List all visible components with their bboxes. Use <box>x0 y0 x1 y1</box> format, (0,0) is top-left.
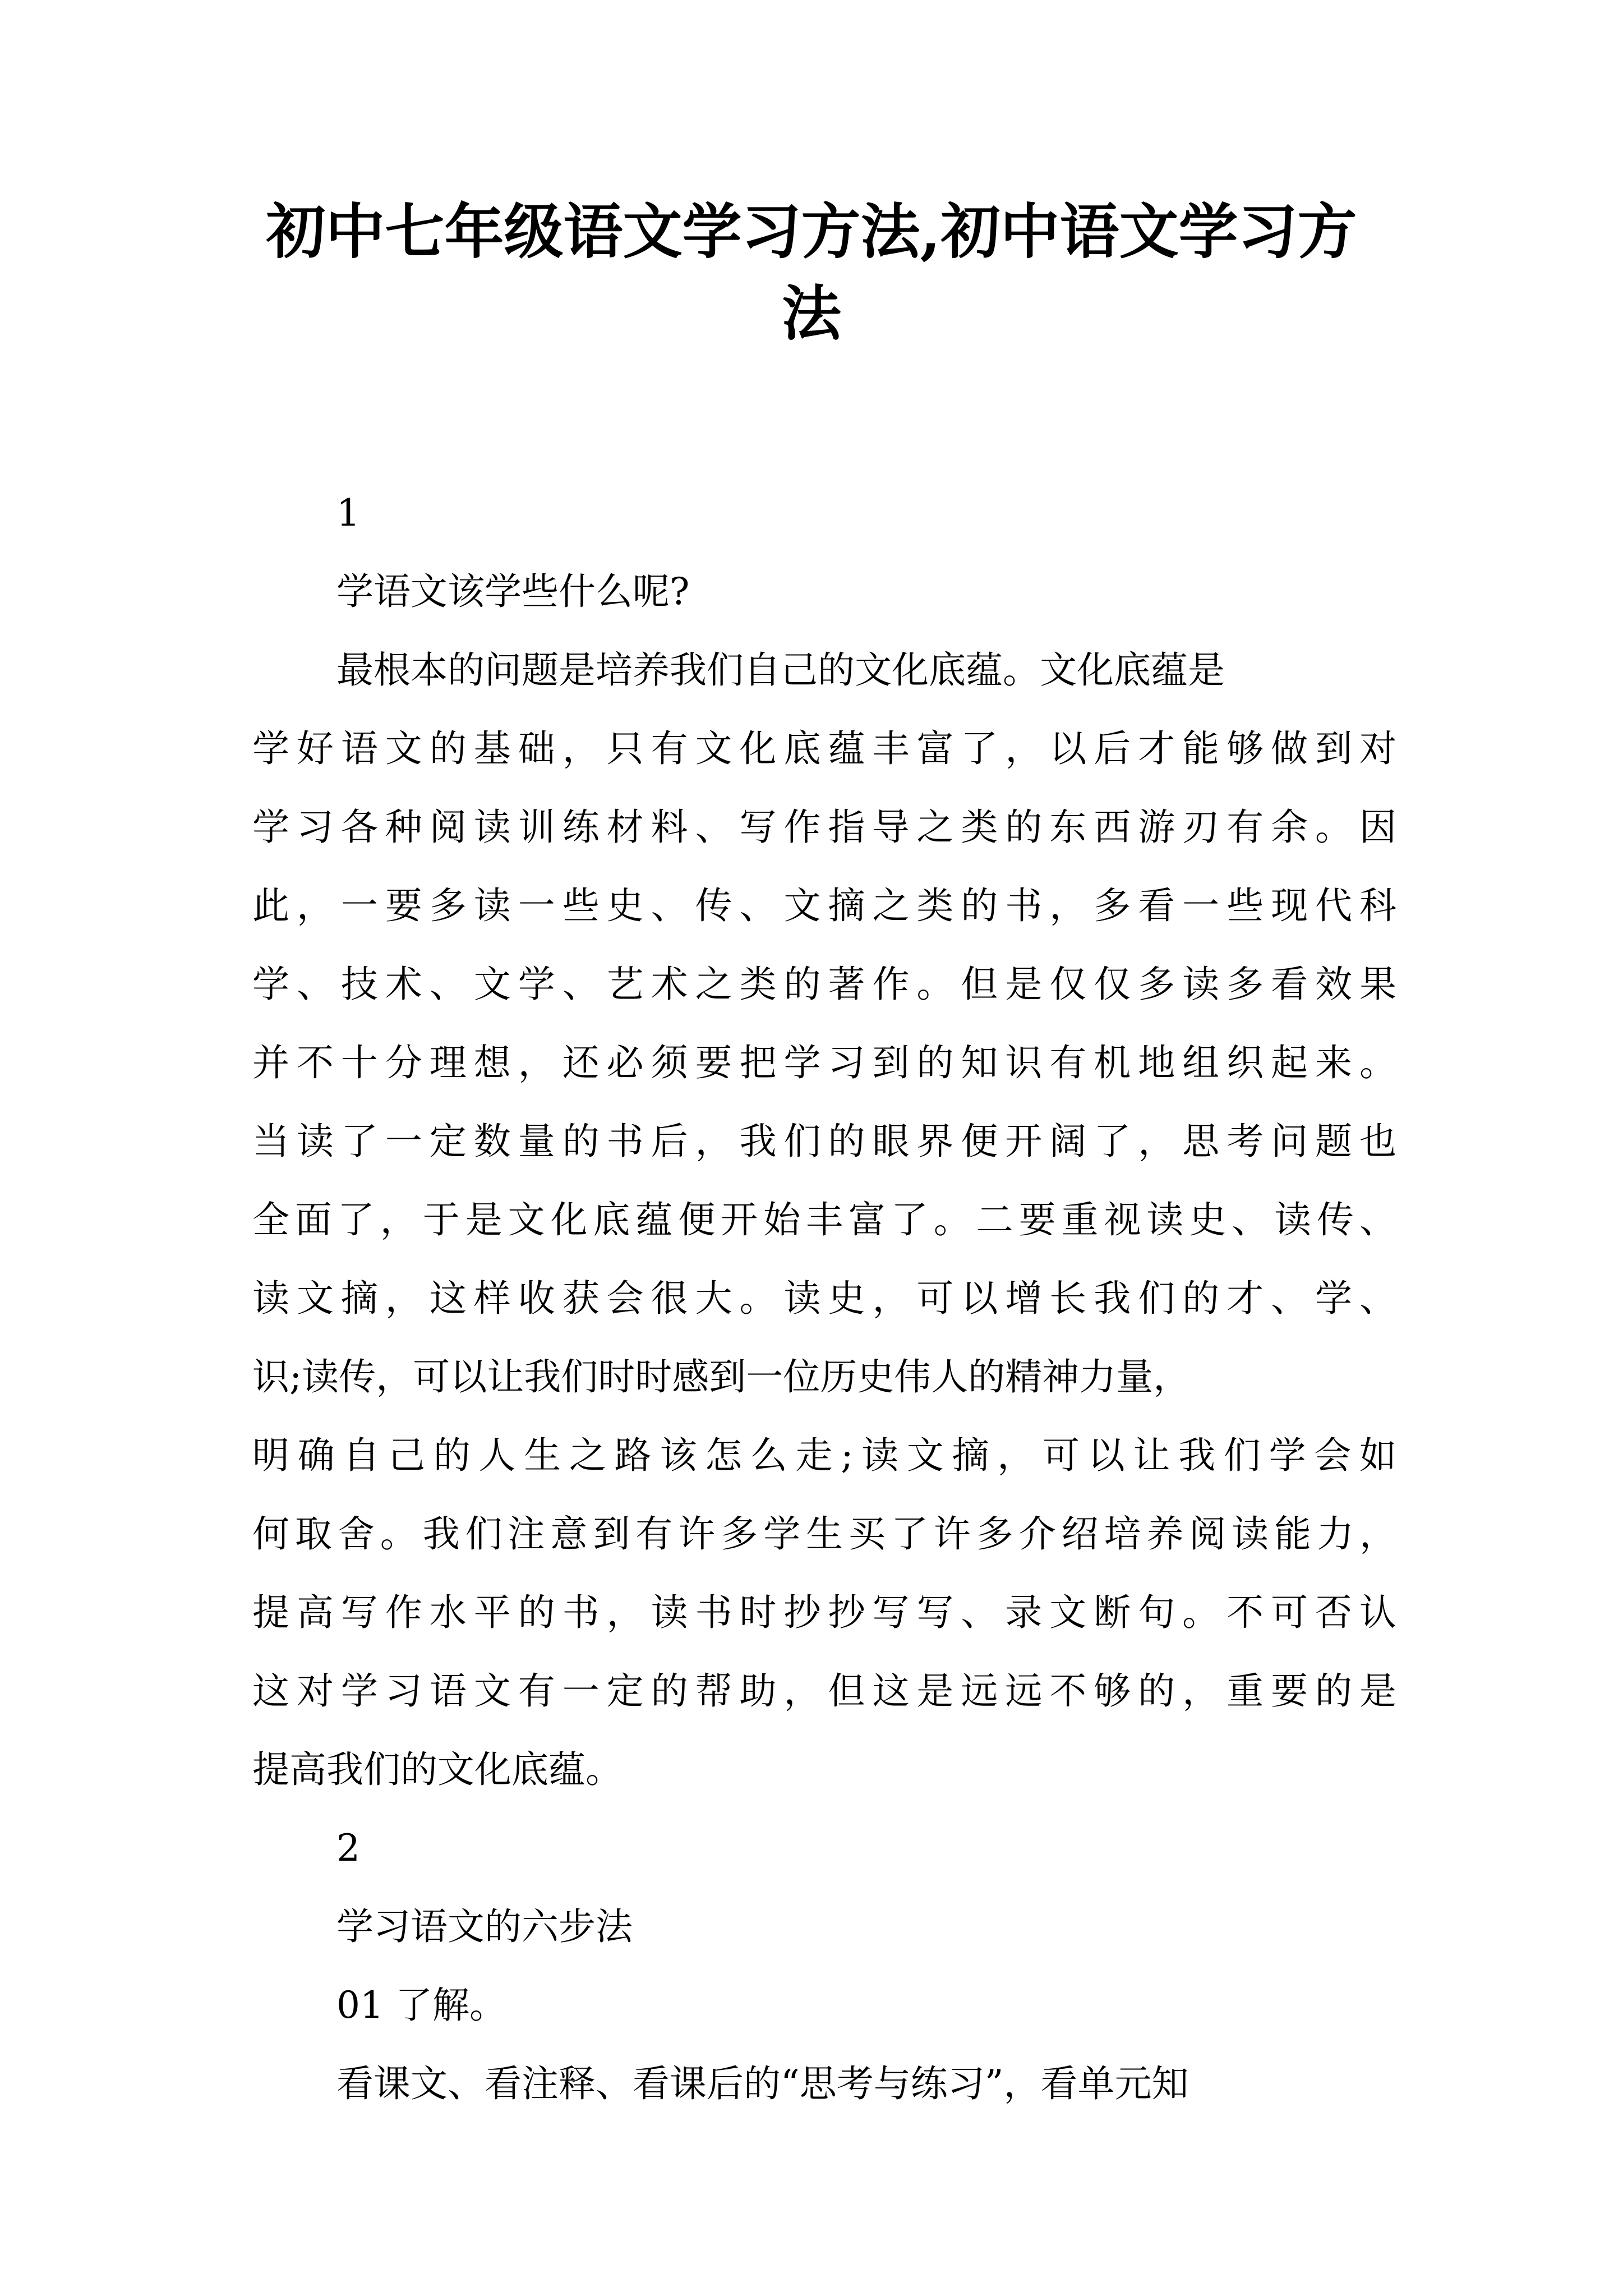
paragraph-line: 当读了一定数量的书后，我们的眼界便开阔了，思考问题也 <box>252 1120 1396 1163</box>
paragraph-line: 这对学习语文有一定的帮助，但这是远远不够的，重要的是 <box>252 1669 1396 1713</box>
step-heading: 01 了解。 <box>336 1984 506 2027</box>
paragraph-line: 读文摘，这样收获会很大。读史，可以增长我们的才、学、 <box>252 1277 1396 1320</box>
paragraph-line: 此，一要多读一些史、传、文摘之类的书，多看一些现代科 <box>252 884 1396 927</box>
section-number: 1 <box>336 491 360 535</box>
paragraph-line: 全面了，于是文化底蕴便开始丰富了。二要重视读史、读传、 <box>252 1198 1396 1241</box>
paragraph-line: 学习各种阅读训练材料、写作指导之类的东西游刃有余。因 <box>252 806 1396 849</box>
paragraph <box>252 631 1396 1809</box>
document-title <box>224 191 1399 355</box>
paragraph-line: 并不十分理想，还必须要把学习到的知识有机地组织起来。 <box>252 1041 1396 1084</box>
document-body <box>252 474 1396 2123</box>
paragraph-line: 学好语文的基础，只有文化底蕴丰富了，以后才能够做到对 <box>252 727 1396 770</box>
paragraph-line: 明确自己的人生之路该怎么走;读文摘，可以让我们学会如 <box>252 1434 1396 1477</box>
paragraph-line: 学、技术、文学、艺术之类的著作。但是仅仅多读多看效果 <box>252 963 1396 1006</box>
paragraph-line: 看课文、看注释、看课后的“思考与练习”，看单元知 <box>336 2062 1189 2105</box>
section-heading: 学习语文的六步法 <box>336 1905 633 1948</box>
title-line: 初中七年级语文学习方法,初中语文学习方 <box>266 196 1357 266</box>
paragraph-line: 提高我们的文化底蕴。 <box>252 1748 623 1791</box>
paragraph-line: 识;读传，可以让我们时时感到一位历史伟人的精神力量， <box>252 1355 1191 1398</box>
paragraph-line: 提高写作水平的书，读书时抄抄写写、录文断句。不可否认 <box>252 1591 1396 1634</box>
title-line: 法 <box>782 278 841 348</box>
paragraph <box>252 2045 1396 2123</box>
paragraph-line: 何取舍。我们注意到有许多学生买了许多介绍培养阅读能力， <box>252 1512 1396 1556</box>
section-heading: 学语文该学些什么呢? <box>336 570 690 613</box>
paragraph-line: 最根本的问题是培养我们自己的文化底蕴。文化底蕴是 <box>336 648 1225 692</box>
section-number: 2 <box>336 1826 360 1870</box>
